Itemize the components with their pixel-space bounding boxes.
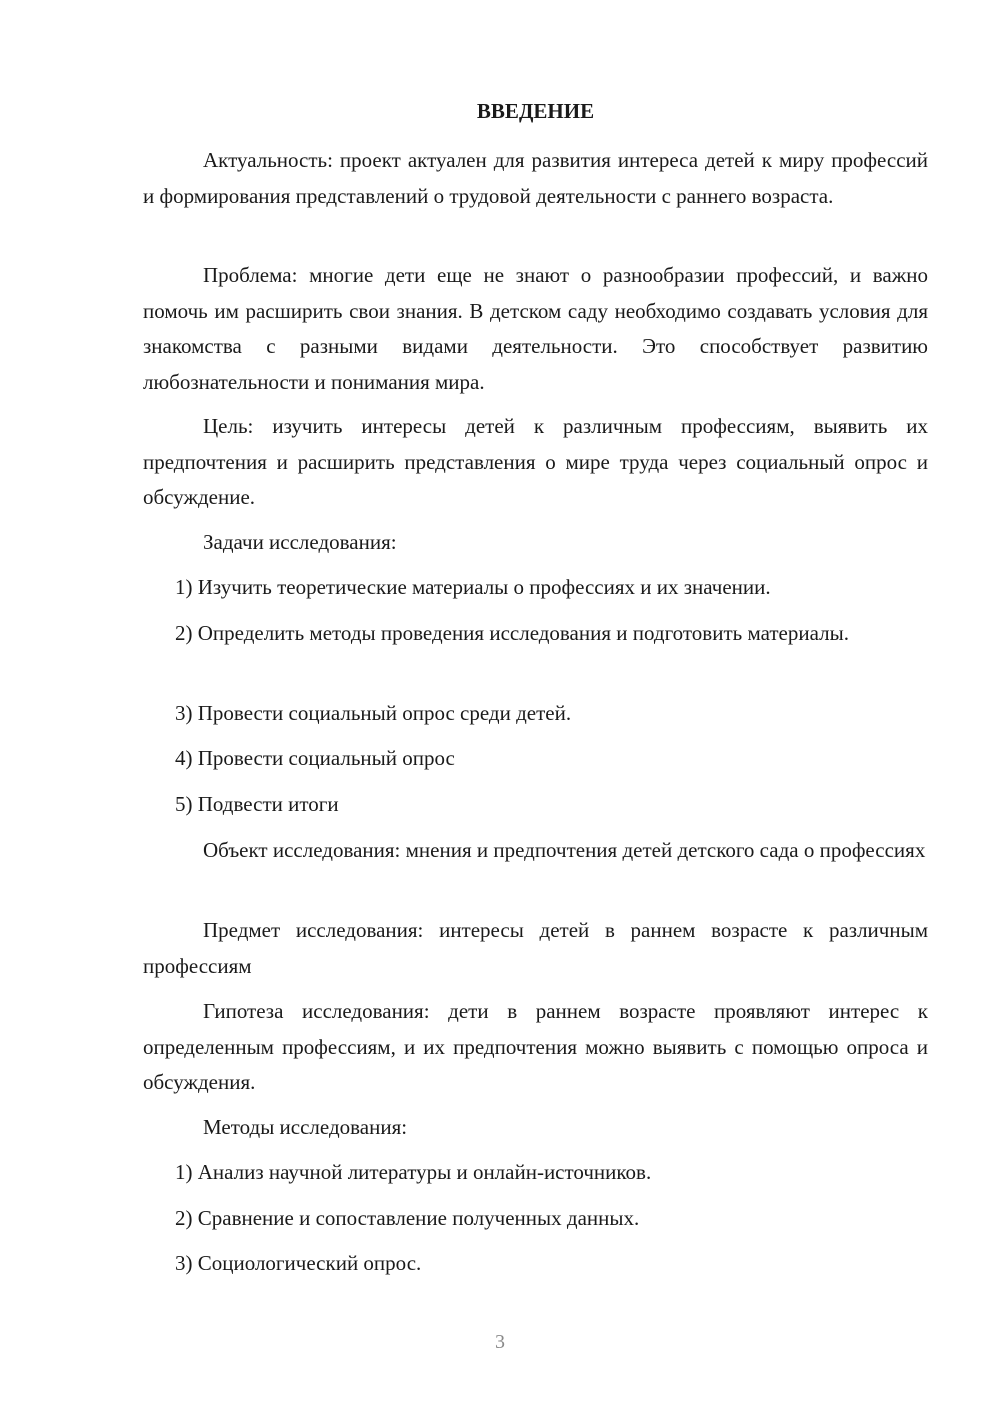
- page-number: 3: [495, 1331, 505, 1353]
- subject-paragraph: Предмет исследования: интересы детей в раннем возрасте к различным профессиям: [143, 918, 928, 978]
- section-title: ВВЕДЕНИЕ: [476, 99, 595, 123]
- task-item-4: 4) Провести социальный опрос: [175, 746, 455, 770]
- method-item-2: 2) Сравнение и сопоставление полученных данных.: [175, 1206, 640, 1230]
- methods-heading: Методы исследования:: [203, 1115, 408, 1139]
- task-item-1: 1) Изучить теоретические материалы о профессиях и их значении.: [175, 575, 771, 599]
- actuality-paragraph: Актуальность: проект актуален для развития интереса детей к миру профессий и формирования представлений о трудовой деятельности с раннего возраста.: [143, 148, 928, 208]
- problem-paragraph: Проблема: многие дети еще не знают о разнообразии профессий, и важно помочь им расширить свои знания. В детском саду необходимо создавать условия для знакомства с разными видами деятельности. Это способствует развитию любознательности и понимания мира.: [143, 263, 928, 394]
- goal-paragraph: Цель: изучить интересы детей к различным профессиям, выявить их предпочтения и расширить представления о мире труда через социальный опрос и обсуждение.: [143, 414, 928, 509]
- task-item-5: 5) Подвести итоги: [175, 792, 339, 816]
- task-item-3: 3) Провести социальный опрос среди детей.: [175, 701, 572, 725]
- method-item-3: 3) Социологический опрос.: [175, 1251, 422, 1275]
- task-item-2: 2) Определить методы проведения исследования и подготовить материалы.: [175, 621, 849, 645]
- tasks-heading: Задачи исследования:: [203, 530, 397, 554]
- hypothesis-paragraph: Гипотеза исследования: дети в раннем возрасте проявляют интерес к определенным профессиям, и их предпочтения можно выявить с помощью опроса и обсуждения.: [143, 999, 928, 1094]
- method-item-1: 1) Анализ научной литературы и онлайн-источников.: [175, 1160, 652, 1184]
- object-paragraph: Объект исследования: мнения и предпочтения детей детского сада о профессиях: [203, 838, 926, 862]
